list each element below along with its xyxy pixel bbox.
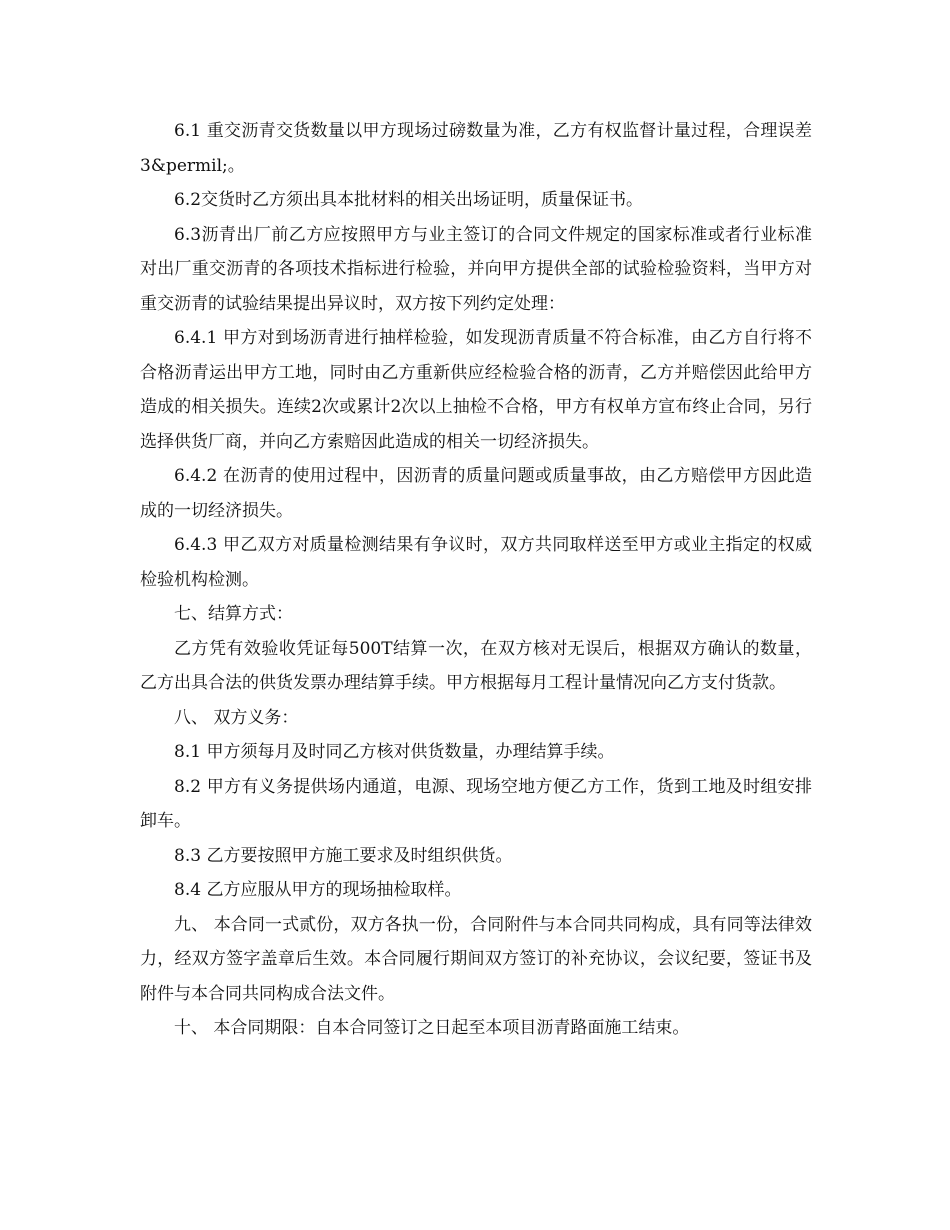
section-10: 十、 本合同期限：自本合同签订之日起至本项目沥青路面施工结束。 — [174, 1018, 690, 1038]
section-7-heading: 七、结算方式： — [174, 604, 293, 624]
clause-6-1: 6.1 重交沥青交货数量以甲方现场过磅数量为准，乙方有权监督计量过程，合理误差3&permil;。 — [140, 121, 812, 176]
clause-6-2: 6.2交货时乙方须出具本批材料的相关出场证明，质量保证书。 — [174, 190, 644, 210]
section-9: 九、 本合同一式贰份，双方各执一份，合同附件与本合同共同构成，具有同等法律效力，经双方签字盖章后生效。本合同履行期间双方签订的补充协议，会议纪要，签证书及附件与本合同共同构成合法文件。 — [140, 914, 812, 1004]
section-7-body: 乙方凭有效验收凭证每500T结算一次，在双方核对无误后，根据双方确认的数量，乙方出具合法的供货发票办理结算手续。甲方根据每月工程计量情况向乙方支付货款。 — [140, 638, 812, 693]
clause-6-4-3: 6.4.3 甲乙双方对质量检测结果有争议时，双方共同取样送至甲方或业主指定的权威检验机构检测。 — [140, 535, 812, 590]
clause-8-2: 8.2 甲方有义务提供场内通道，电源、现场空地方便乙方工作，货到工地及时组安排卸车。 — [140, 776, 812, 831]
clause-8-3: 8.3 乙方要按照甲方施工要求及时组织供货。 — [174, 845, 513, 866]
section-8-heading: 八、 双方义务： — [174, 707, 299, 728]
clause-6-3: 6.3沥青出厂前乙方应按照甲方与业主签订的合同文件规定的国家标准或者行业标准对出厂重交沥青的各项技术指标进行检验，并向甲方提供全部的试验检验资料，当甲方对重交沥青的试验结果提出异议时，双方按下列约定处理： — [140, 224, 812, 314]
clause-8-4: 8.4 乙方应服从甲方的现场抽检取样。 — [174, 880, 462, 900]
clause-8-1: 8.1 甲方须每月及时同乙方核对供货数量，办理结算手续。 — [174, 742, 615, 762]
contract-body — [140, 114, 812, 1046]
clause-6-4-1: 6.4.1 甲方对到场沥青进行抽样检验，如发现沥青质量不符合标准，由乙方自行将不合格沥青运出甲方工地，同时由乙方重新供应经检验合格的沥青，乙方并赔偿因此给甲方造成的相关损失。连续2次或累计2次以上抽检不合格，甲方有权单方宣布终止合同，另行选择供货厂商，并向乙方索赔因此造成的相关一切经济损失。 — [140, 328, 812, 452]
clause-6-4-2: 6.4.2 在沥青的使用过程中，因沥青的质量问题或质量事故，由乙方赔偿甲方因此造成的一切经济损失。 — [140, 466, 812, 521]
